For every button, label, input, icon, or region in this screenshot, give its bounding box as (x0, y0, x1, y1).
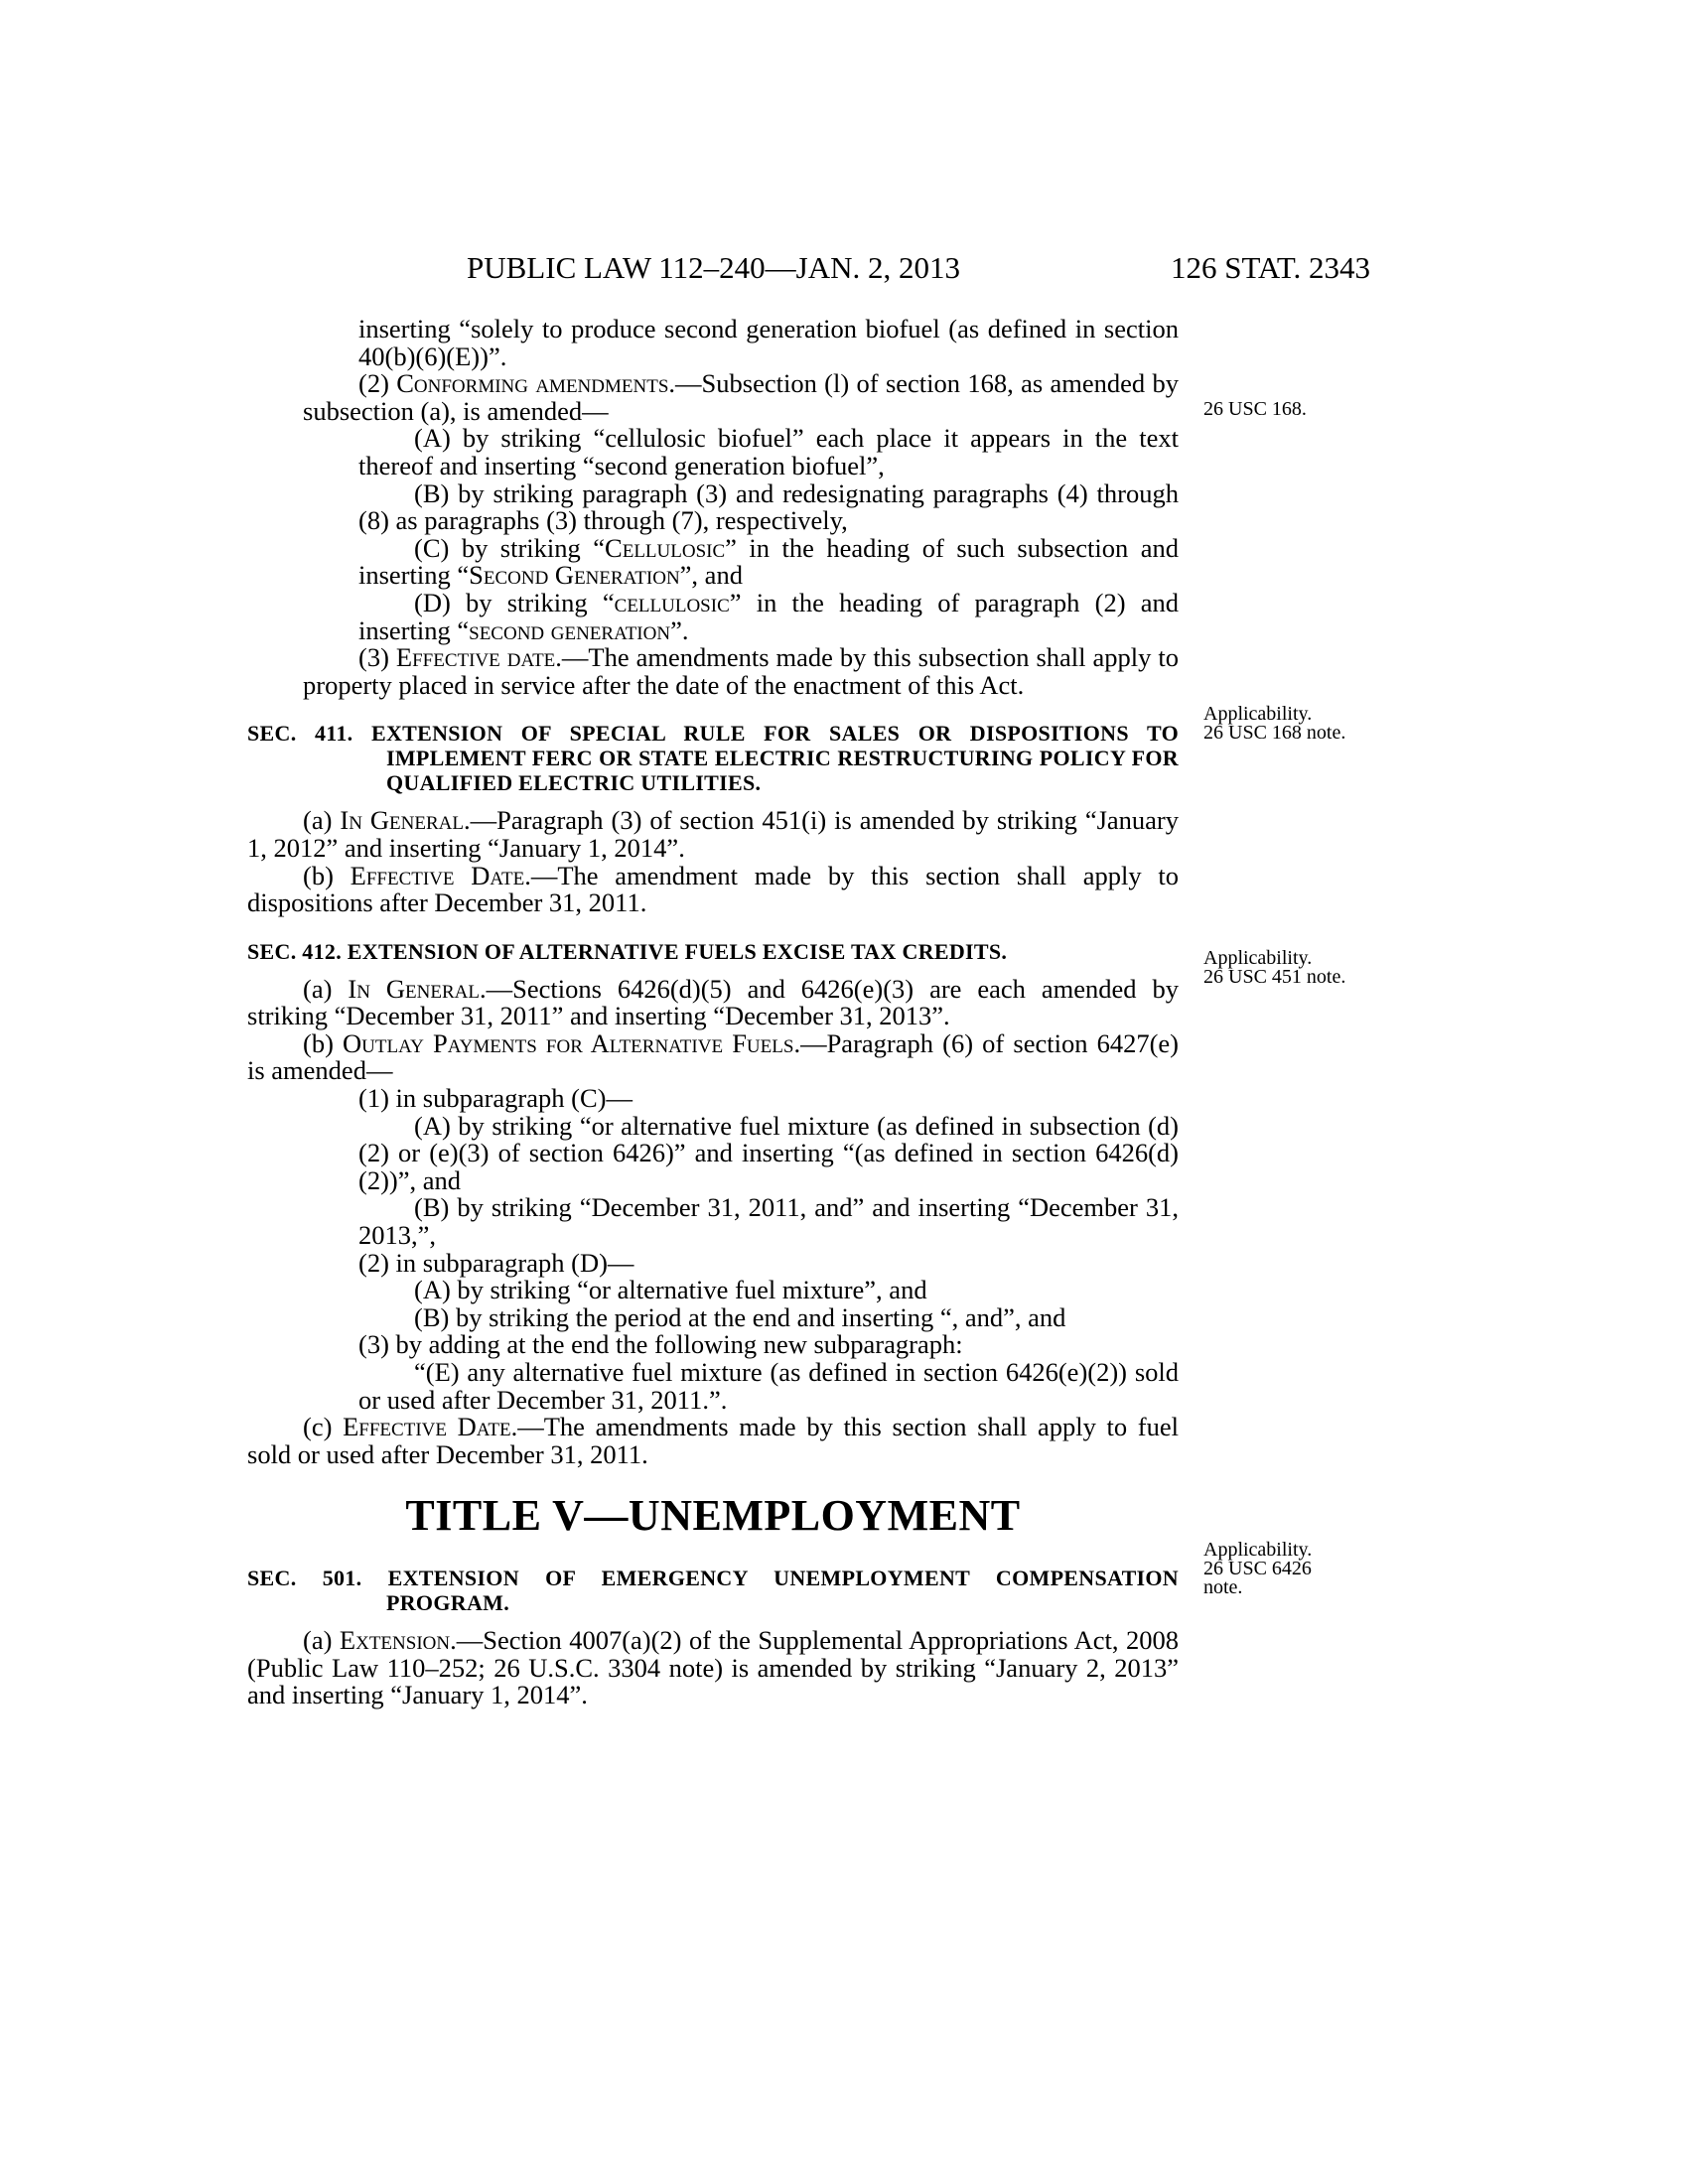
para-number: (a) (303, 973, 349, 1004)
document-body (247, 314, 1180, 1710)
margin-note-citation: note. (1203, 1576, 1243, 1598)
section-412-c (247, 1414, 1179, 1468)
section-411-a (247, 807, 1179, 862)
section-412-b-2-b: (B) by striking the period at the end and inserting “, and”, and (414, 1301, 1066, 1332)
text: (D) by striking “ (414, 587, 615, 617)
text: cellulosic (614, 587, 730, 617)
para-text: .—Subsection (l) of section 168, as amended by subsection (a), is amended— (303, 368, 1179, 426)
para-text: .—Paragraph (3) of section 451(i) is amended by striking “January 1, 2012” and inserting “January 1, 2014”. (247, 805, 1179, 863)
margin-note-citation: 26 USC 451 note. (1203, 966, 1346, 988)
section-412-b-3-e: “(E) any alternative fuel mixture (as defined in section 6426(e)(2)) sold or used after December 31, 2011.”. (358, 1357, 1179, 1415)
section-412-b-3: (3) by adding at the end the following new subparagraph: (358, 1329, 963, 1360)
text: ” in the heading of such subsection and inserting “ (358, 532, 1180, 591)
title-heading: TITLE V—UNEMPLOYMENT (405, 1491, 1021, 1541)
header-stat-page: 126 STAT. 2343 (1170, 250, 1370, 285)
section-412-b (247, 1027, 1179, 1086)
section-412-b-2-a: (A) by striking “or alternative fuel mixture”, and (414, 1275, 927, 1305)
text: ” in the heading of paragraph (2) and inserting “ (358, 587, 1179, 645)
margin-note-applicability-6426 (1203, 1541, 1352, 1597)
text: (C) by striking “ (414, 532, 606, 563)
margin-note-applicability-168 (1203, 705, 1352, 743)
para-number: (c) (303, 1412, 344, 1442)
para-text: .—The amendment made by this section shall apply to dispositions after December 31, 2011. (247, 860, 1179, 918)
para-heading: In General (348, 973, 480, 1004)
para-text: .—The amendments made by this section shall apply to fuel sold or used after December 31, 2011. (247, 1412, 1180, 1469)
margin-note-label: Applicability. (1203, 703, 1313, 725)
section-411-b (247, 860, 1179, 918)
para-number: (3) (358, 642, 396, 673)
para-text: .—Paragraph (6) of section 6427(e) is amended— (247, 1027, 1179, 1086)
margin-note-label: Applicability. (1203, 1539, 1313, 1561)
title-v (247, 1491, 1179, 1710)
margin-note-applicability-451 (1203, 949, 1352, 987)
section-heading: SEC. 501. EXTENSION OF EMERGENCY UNEMPLOYMENT COMPENSATION PROGRAM. (247, 1565, 1179, 1615)
section-heading: SEC. 411. EXTENSION OF SPECIAL RULE FOR SALES OR DISPOSITIONS TO IMPLEMENT FERC OR STATE ELECTRIC RESTRUCTURING POLICY FOR QUALIFIED ELECTRIC UTILITIES. (247, 721, 1179, 796)
section-412-b-1: (1) in subparagraph (C)— (358, 1083, 633, 1114)
section-411 (247, 721, 1179, 916)
section-412 (247, 939, 1179, 1469)
header-public-law: PUBLIC LAW 112–240—JAN. 2, 2013 (467, 250, 960, 285)
para-heading: Outlay Payments for Alternative Fuels (343, 1027, 794, 1058)
section-412-a (247, 973, 1179, 1031)
para-number: (b) (303, 1027, 344, 1058)
section-412-b-2: (2) in subparagraph (D)— (358, 1247, 634, 1278)
subparagraph-d (303, 587, 1179, 645)
para-number: (b) (303, 860, 351, 890)
para-number: (a) (303, 805, 341, 836)
para-number: (a) (303, 1624, 340, 1655)
subparagraph-a: (A) by striking “cellulosic biofuel” each place it appears in the text thereof and inserting “second generation biofuel”, (358, 423, 1179, 480)
section-heading: SEC. 412. EXTENSION OF ALTERNATIVE FUELS EXCISE TAX CREDITS. (247, 938, 1008, 964)
text: second generation (469, 614, 671, 645)
text: Second Generation (469, 560, 680, 591)
margin-note-label: Applicability. (1203, 947, 1313, 969)
para-heading: In General (340, 805, 464, 836)
para-number: (2) (358, 368, 397, 399)
text: ”, and (679, 560, 743, 591)
margin-note-citation: 26 USC 6426 (1203, 1558, 1312, 1579)
section-412-b-1-b: (B) by striking “December 31, 2011, and” and inserting “December 31, 2013,”, (358, 1192, 1179, 1251)
section-501-a (247, 1624, 1179, 1710)
para-heading: Effective date (395, 642, 556, 673)
section-412-b-1-a: (A) by striking “or alternative fuel mixture (as defined in subsection (d)(2) or (e)(3) of section 6426)” and inserting “(as defined in section 6426(d)(2))”, and (358, 1110, 1179, 1195)
paragraph-effective-date (303, 644, 1179, 699)
para-text: .—The amendments made by this subsection shall apply to property placed in service after the date of the enactment of this Act. (303, 642, 1179, 700)
para-heading: Conforming amendments (396, 368, 669, 399)
running-header (467, 250, 1370, 294)
text: Cellulosic (605, 532, 726, 563)
para-heading: Effective Date (343, 1412, 511, 1442)
para-text: .—Section 4007(a)(2) of the Supplemental Appropriations Act, 2008 (Public Law 110–252; 26 U.S.C. 3304 note) is amended by striking “January 2, 2013” and inserting “January 1, 2014”. (247, 1624, 1179, 1710)
margin-note-26-usc-168: 26 USC 168. (1203, 398, 1307, 420)
para-heading: Extension (339, 1624, 451, 1655)
paragraph-conforming-amendments (303, 370, 1179, 425)
paragraph: inserting “solely to produce second generation biofuel (as defined in section 40(b)(6)(E))”. (358, 314, 1179, 371)
subparagraph-b: (B) by striking paragraph (3) and redesignating paragraphs (4) through (8) as paragraphs (3) through (7), respectively, (358, 478, 1179, 536)
text: ”. (670, 614, 689, 645)
margin-note-citation: 26 USC 168 note. (1203, 722, 1346, 744)
para-heading: Effective Date (350, 860, 525, 890)
para-text: .—Sections 6426(d)(5) and 6426(e)(3) are each amended by striking “December 31, 2011” and inserting “December 31, 2013”. (247, 973, 1179, 1031)
subparagraph-c (303, 532, 1180, 591)
